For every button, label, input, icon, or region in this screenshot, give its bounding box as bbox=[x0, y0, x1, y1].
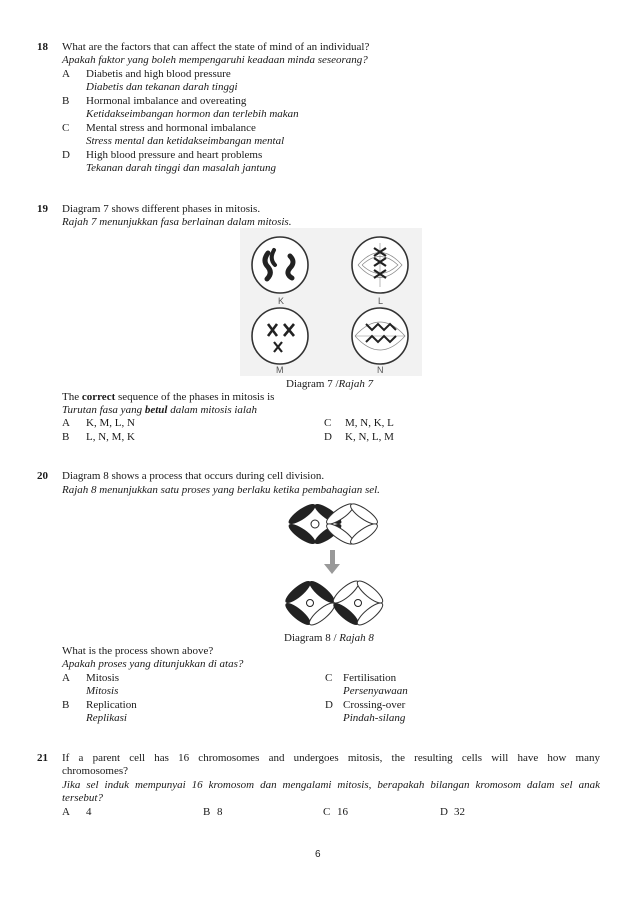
option-text-en: Diabetis and high blood pressure bbox=[86, 68, 231, 80]
option-text-ms: Tekanan darah tinggi dan masalah jantung bbox=[86, 162, 276, 174]
diagram-mitosis-phases bbox=[240, 228, 422, 376]
option-text-en: Mental stress and hormonal imbalance bbox=[86, 122, 256, 134]
question-text-ms: Jika sel induk mempunyai 16 kromosom dan mengalami mitosis, berapakah bilangan kromosom dalam sel anak bbox=[62, 779, 600, 791]
option-text-ms: Diabetis dan tekanan darah tinggi bbox=[86, 81, 238, 93]
question-stem-ms: Apakah proses yang ditunjukkan di atas? bbox=[62, 658, 244, 670]
question-stem-en: The correct sequence of the phases in mitosis is bbox=[62, 391, 275, 403]
option-letter: C bbox=[323, 806, 331, 818]
question-text-ms: Rajah 7 menunjukkan fasa berlainan dalam mitosis. bbox=[62, 216, 292, 228]
option-text-en: Fertilisation bbox=[343, 672, 397, 684]
question-text-en: Diagram 8 shows a process that occurs during cell division. bbox=[62, 470, 325, 482]
question-stem-ms: Turutan fasa yang betul dalam mitosis ialah bbox=[62, 404, 257, 416]
question-text-en: If a parent cell has 16 chromosomes and undergoes mitosis, the resulting cells will have how many bbox=[62, 752, 600, 764]
question-stem-en: What is the process shown above? bbox=[62, 645, 214, 657]
option-letter: D bbox=[62, 149, 70, 161]
option-letter: A bbox=[62, 806, 70, 818]
page-number: 6 bbox=[315, 849, 321, 860]
question-text-ms: Apakah faktor yang boleh mempengaruhi keadaan minda seseorang? bbox=[62, 54, 368, 66]
option-text-ms: Stress mental dan ketidakseimbangan mental bbox=[86, 135, 285, 147]
option-letter: B bbox=[62, 95, 70, 107]
cell-m bbox=[252, 308, 308, 364]
cell-label: K bbox=[278, 296, 285, 306]
option-text: 32 bbox=[454, 806, 465, 818]
option-text-en: Mitosis bbox=[86, 672, 120, 684]
option-letter: B bbox=[62, 699, 70, 711]
question-number: 18 bbox=[37, 41, 48, 53]
option-letter: C bbox=[62, 122, 70, 134]
homologous-pair-before bbox=[286, 501, 380, 548]
option-letter: D bbox=[324, 431, 332, 443]
option-text-ms: Replikasi bbox=[86, 712, 127, 724]
option-letter: C bbox=[325, 672, 333, 684]
question-text-en: What are the factors that can affect the state of mind of an individual? bbox=[62, 41, 370, 53]
option-letter: D bbox=[440, 806, 448, 818]
question-number: 19 bbox=[37, 203, 48, 215]
diagram-crossing-over bbox=[280, 500, 388, 628]
question-text-ms-cont: tersebut? bbox=[62, 792, 103, 804]
option-text: 8 bbox=[217, 806, 223, 818]
cell-n bbox=[352, 308, 408, 364]
cell-prophase-k bbox=[252, 237, 308, 293]
option-letter: A bbox=[62, 68, 70, 80]
option-text-en: Hormonal imbalance and overeating bbox=[86, 95, 247, 107]
cell-label: L bbox=[378, 296, 384, 306]
diagram-caption: Diagram 7 /Rajah 7 bbox=[286, 378, 374, 390]
question-number: 20 bbox=[37, 470, 48, 482]
option-text: K, N, L, M bbox=[345, 431, 394, 443]
homologous-pair-after bbox=[283, 578, 386, 628]
option-text: 4 bbox=[86, 806, 92, 818]
option-text-en: Replication bbox=[86, 699, 137, 711]
option-text-ms: Ketidakseimbangan hormon dan terlebih makan bbox=[86, 108, 299, 120]
option-letter: B bbox=[203, 806, 211, 818]
option-text: L, N, M, K bbox=[86, 431, 135, 443]
option-text: M, N, K, L bbox=[345, 417, 394, 429]
down-arrow-icon bbox=[324, 550, 340, 574]
option-text: K, M, L, N bbox=[86, 417, 135, 429]
option-letter: C bbox=[324, 417, 332, 429]
option-text: 16 bbox=[337, 806, 348, 818]
option-text-ms: Mitosis bbox=[86, 685, 119, 697]
option-letter: B bbox=[62, 431, 70, 443]
question-text-en-cont: chromosomes? bbox=[62, 765, 128, 777]
diagram-caption: Diagram 8 / Rajah 8 bbox=[284, 632, 374, 644]
option-text-ms: Pindah-silang bbox=[343, 712, 406, 724]
option-letter: A bbox=[62, 417, 70, 429]
option-text-ms: Persenyawaan bbox=[343, 685, 408, 697]
option-text-en: Crossing-over bbox=[343, 699, 406, 711]
question-number: 21 bbox=[37, 752, 48, 764]
option-letter: D bbox=[325, 699, 333, 711]
cell-metaphase-l bbox=[352, 237, 408, 293]
option-text-en: High blood pressure and heart problems bbox=[86, 149, 263, 161]
question-text-ms: Rajah 8 menunjukkan satu proses yang berlaku ketika pembahagian sel. bbox=[62, 484, 380, 496]
question-text-en: Diagram 7 shows different phases in mitosis. bbox=[62, 203, 261, 215]
option-letter: A bbox=[62, 672, 70, 684]
cell-label: M bbox=[276, 365, 284, 375]
cell-label: N bbox=[377, 365, 384, 375]
